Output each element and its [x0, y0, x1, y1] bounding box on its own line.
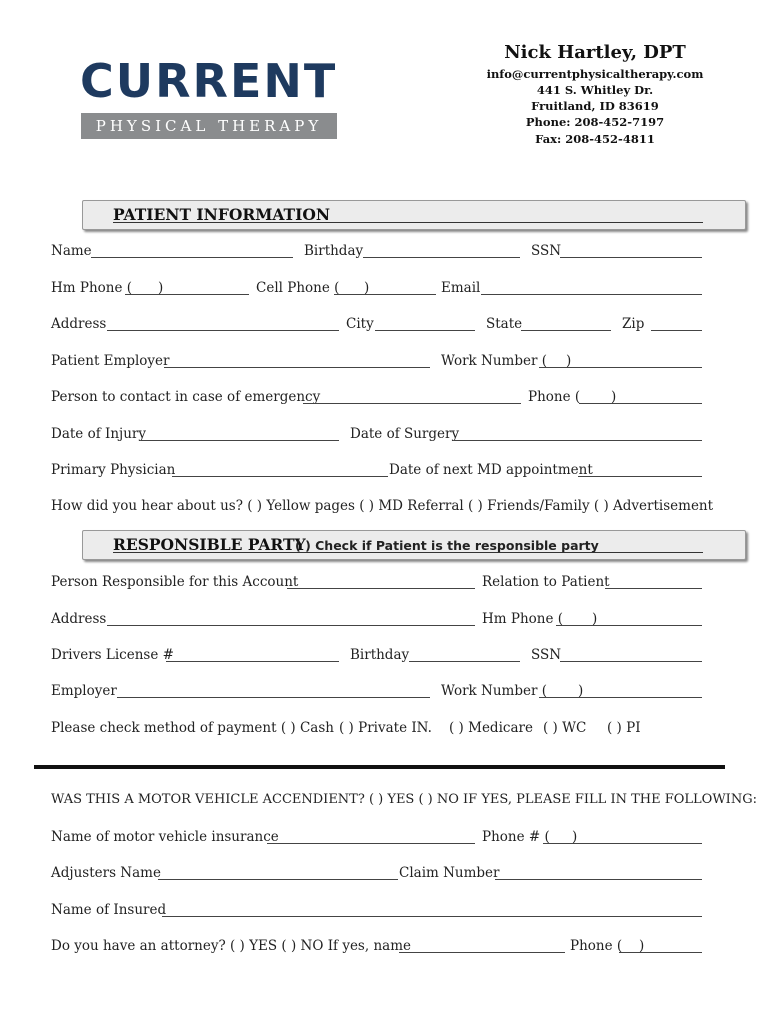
field-label-birthday: Birthday: [304, 243, 364, 259]
field-label-relation: Relation to Patient: [482, 574, 610, 590]
payment-pi-option[interactable]: ( ) PI: [607, 720, 641, 736]
section-underline: [113, 552, 703, 553]
hm-phone-field[interactable]: [125, 280, 249, 295]
field-label-hm-phone: Hm Phone (: [51, 280, 133, 296]
field-label-state: State: [486, 316, 523, 332]
field-label-ssn: SSN: [531, 243, 562, 259]
field-label-physician: Primary Physician: [51, 462, 176, 478]
section-underline: [113, 222, 703, 223]
claim-number-field[interactable]: [495, 865, 702, 880]
ssn-field[interactable]: [560, 243, 702, 258]
next-md-field[interactable]: [578, 462, 702, 477]
referral-source-options[interactable]: How did you hear about us? ( ) Yellow pages ( ) MD Referral ( ) Friends/Family ( ) Advertisement: [51, 498, 714, 514]
attorney-phone-field[interactable]: [619, 938, 702, 953]
responsible-party-header: [82, 530, 746, 560]
field-label-adjuster: Adjusters Name: [51, 865, 161, 881]
field-label-attorney-phone: Phone (: [570, 938, 623, 954]
paren-close: ): [639, 938, 645, 954]
field-label-email: Email: [441, 280, 481, 296]
field-label-insured: Name of Insured: [51, 902, 167, 918]
form-row-name: [51, 243, 702, 261]
date-surgery-field[interactable]: [454, 426, 702, 441]
form-row-physician: [51, 462, 702, 480]
form-row-referral-source: [51, 498, 714, 516]
relation-field[interactable]: [605, 574, 702, 589]
logo-wordmark: CURRENT: [80, 54, 338, 108]
field-label-person-responsible: Person Responsible for this Account: [51, 574, 299, 590]
contact-email: info@currentphysicaltherapy.com: [486, 67, 704, 81]
payment-private-option[interactable]: ( ) Private IN.: [339, 720, 432, 736]
emergency-contact-field[interactable]: [303, 389, 521, 404]
field-label-address: Address: [51, 316, 107, 332]
employer-field[interactable]: [164, 353, 430, 368]
insurance-phone-field[interactable]: [543, 829, 702, 844]
contact-address-line1: 441 S. Whitley Dr.: [536, 83, 654, 97]
zip-field[interactable]: [651, 316, 702, 331]
field-label-city: City: [346, 316, 374, 332]
form-row-dates: [51, 426, 702, 444]
field-label-hm-phone: Hm Phone (: [482, 611, 564, 627]
form-row-insurance: [51, 829, 702, 847]
attorney-question[interactable]: Do you have an attorney? ( ) YES ( ) NO If yes, name: [51, 938, 411, 954]
paren-close: ): [611, 389, 617, 405]
field-label-address: Address: [51, 611, 107, 627]
field-label-insurance: Name of motor vehicle insurance: [51, 829, 279, 845]
form-row-license: [51, 647, 702, 665]
field-label-work-number: Work Number (: [441, 683, 547, 699]
field-label-cell-phone: Cell Phone (: [256, 280, 340, 296]
form-row-employer: [51, 353, 702, 371]
provider-name: Nick Hartley, DPT: [504, 42, 686, 63]
attorney-name-field[interactable]: [399, 938, 565, 953]
date-injury-field[interactable]: [141, 426, 339, 441]
paren-close: ): [592, 611, 598, 627]
state-field[interactable]: [521, 316, 611, 331]
form-row-address: [51, 316, 702, 334]
contact-address-line2: Fruitland, ID 83619: [531, 99, 659, 113]
field-label-emergency: Person to contact in case of emergency: [51, 389, 321, 405]
field-label-employer: Patient Employer: [51, 353, 170, 369]
name-field[interactable]: [91, 243, 293, 258]
form-row-payment: [51, 720, 702, 738]
contact-fax: Fax: 208-452-4811: [535, 132, 655, 146]
payment-cash-option[interactable]: Please check method of payment ( ) Cash: [51, 720, 334, 736]
field-label-emergency-phone: Phone (: [528, 389, 581, 405]
emergency-phone-field[interactable]: [579, 389, 702, 404]
address-field[interactable]: [107, 316, 339, 331]
paren-close: ): [578, 683, 584, 699]
responsible-employer-field[interactable]: [117, 683, 430, 698]
field-label-work-number: Work Number (: [441, 353, 547, 369]
payment-wc-option[interactable]: ( ) WC: [543, 720, 587, 736]
responsible-work-number-field[interactable]: [539, 683, 702, 698]
form-row-responsible: [51, 574, 702, 592]
field-label-date-surgery: Date of Surgery: [350, 426, 460, 442]
payment-medicare-option[interactable]: ( ) Medicare: [449, 720, 533, 736]
physician-field[interactable]: [172, 462, 388, 477]
section-title: PATIENT INFORMATION: [113, 205, 330, 224]
field-label-ssn: SSN: [531, 647, 562, 663]
field-label-zip: Zip: [622, 316, 645, 332]
responsible-address-field[interactable]: [107, 611, 475, 626]
responsible-hm-phone-field[interactable]: [556, 611, 702, 626]
insured-field[interactable]: [162, 902, 702, 917]
field-label-name: Name: [51, 243, 92, 259]
form-row-phones: [51, 280, 702, 298]
form-row-responsible-employer: [51, 683, 702, 701]
city-field[interactable]: [375, 316, 475, 331]
field-label-date-injury: Date of Injury: [51, 426, 146, 442]
paren-close: ): [364, 280, 370, 296]
patient-information-header: [82, 200, 746, 230]
responsible-birthday-field[interactable]: [409, 647, 520, 662]
form-row-attorney: [51, 938, 702, 956]
birthday-field[interactable]: [363, 243, 520, 258]
work-number-field[interactable]: [539, 353, 702, 368]
logo-subtitle: PHYSICAL THERAPY: [81, 113, 337, 139]
field-label-claim: Claim Number: [399, 865, 500, 881]
contact-phone: Phone: 208-452-7197: [525, 115, 665, 129]
email-field[interactable]: [481, 280, 702, 295]
vehicle-accident-question[interactable]: WAS THIS A MOTOR VEHICLE ACCENDIENT? ( ) YES ( ) NO IF YES, PLEASE FILL IN THE FOLLOWING:: [51, 792, 757, 807]
patient-responsible-checkbox[interactable]: ( ) Check if Patient is the responsible party: [295, 538, 599, 553]
field-label-insurance-phone: Phone # (: [482, 829, 550, 845]
responsible-ssn-field[interactable]: [560, 647, 702, 662]
section-title: RESPONSIBLE PARTY: [113, 535, 306, 554]
form-row-vehicle-question: [51, 792, 757, 810]
field-label-employer: Employer: [51, 683, 117, 699]
insurance-field[interactable]: [267, 829, 475, 844]
adjuster-field[interactable]: [158, 865, 398, 880]
paren-close: ): [566, 353, 572, 369]
cell-phone-field[interactable]: [334, 280, 436, 295]
field-label-license: Drivers License #: [51, 647, 174, 663]
field-label-birthday: Birthday: [350, 647, 410, 663]
paren-close: ): [572, 829, 578, 845]
paren-close: ): [158, 280, 164, 296]
form-row-emergency: [51, 389, 702, 407]
form-row-responsible-address: [51, 611, 702, 629]
field-label-next-md: Date of next MD appointment: [389, 462, 593, 478]
section-divider: [34, 765, 725, 769]
license-field[interactable]: [166, 647, 339, 662]
form-row-insured: [51, 902, 702, 920]
form-row-adjuster: [51, 865, 702, 883]
person-responsible-field[interactable]: [287, 574, 475, 589]
